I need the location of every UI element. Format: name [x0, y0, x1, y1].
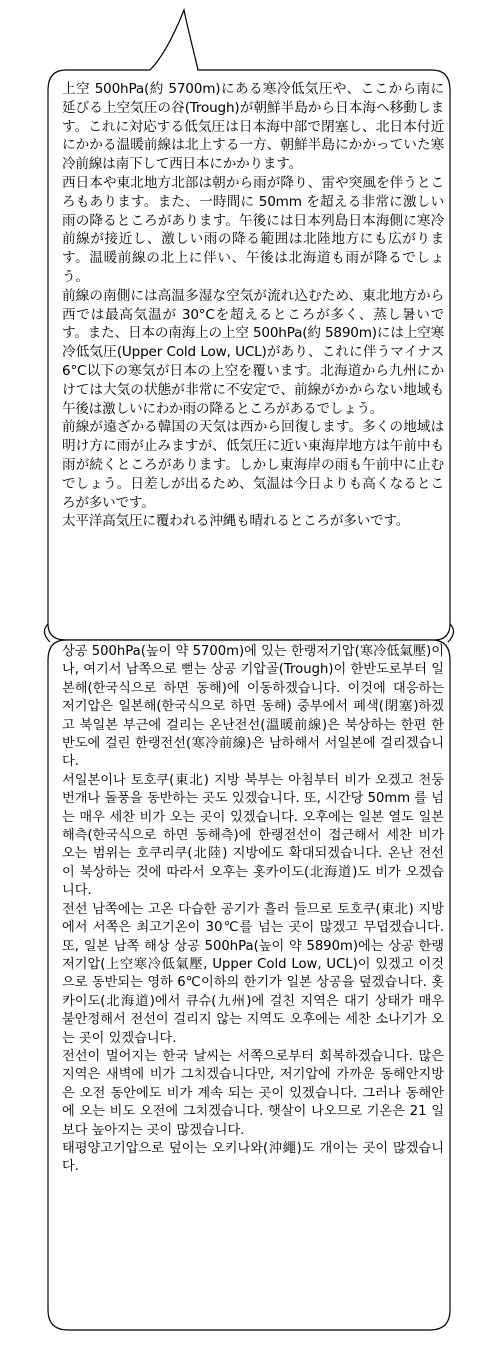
ja-paragraph-4: 前線が遠ざかる韓国の天気は西から回復します。多くの地域は明け方に雨が止みますが、低気圧に近い東海岸地方は午前中も雨が続くところがあります。しかし東海岸の雨も午前中に止むでしょう。日差しが出るため、気温は今日よりも高くなるところが多いです。	[62, 419, 444, 511]
japanese-text-block	[62, 80, 444, 531]
ja-paragraph-2: 西日本や東北地方北部は朝から雨が降り、雷や突風を伴うところもあります。また、一時間に 50mm を超える非常に激しい雨の降るところがあります。午後には日本列島日本海側に寒冷前線が接近し、激しい雨の降る範囲は北陸地方にも広がります。温暖前線の北上に伴い、午後は北海道も雨が降るでしょう。	[62, 174, 444, 285]
ja-paragraph-1: 上空 500hPa(約 5700m)にある寒冷低気圧や、ここから南に延びる上空気圧の谷(Trough)が朝鮮半島から日本海へ移動します。これに対応する低気圧は日本海中部で閉塞し、北日本付近にかかる温暖前線は北上する一方、朝鮮半島にかかっていた寒冷前線は南下して西日本にかかります。	[62, 81, 444, 173]
korean-text-block	[62, 643, 444, 1177]
ko-paragraph-1: 상공 500hPa(높이 약 5700m)에 있는 한랭저기압(寒冷低氣壓)이나, 여기서 남쪽으로 뻗는 상공 기압골(Trough)이 한반도로부터 일본해(한국식으로 하면 동해)에 이동하겠습니다. 이것에 대응하는 저기압은 일본해(한국식으로 하면 동해) 중부에서 폐색(閉塞)하겠고 북일본 부근에 걸리는 온난전선(溫暖前線)은 북상하는 한편 한반도에 걸린 한랭전선(寒冷前線)은 남하해서 서일본에 걸리겠습니다.	[62, 644, 444, 770]
ja-paragraph-3: 前線の南側には高温多湿な空気が流れ込むため、東北地方から西では最高気温が 30°Cを超えるところが多く、蒸し暑いです。また、日本の南海上の上空 500hPa(約 5890m)には上空寒冷低気圧(Upper Cold Low, UCL)があり、これに伴うマイナス 6°C以下の寒気が日本の上空を覆います。北海道から九州にかけては大気の状態が非常に不安定で、前線がかからない地域も午後は激しいにわか雨の降るところがあるでしょう。	[62, 287, 444, 417]
ko-paragraph-4: 전선이 멀어지는 한국 날씨는 서쪽으로부터 회복하겠습니다. 많은 지역은 새벽에 비가 그치겠습니다만, 저기압에 가까운 동해안지방은 오전 동안에도 비가 계속 되는 곳이 있겠습니다. 그러나 동해안에 오는 비도 오전에 그치겠습니다. 햇살이 나오므로 기온은 21 일보다 높아지는 곳이 많겠습니다.	[62, 1048, 444, 1138]
ko-paragraph-2: 서일본이나 토호쿠(東北) 지방 북부는 아침부터 비가 오겠고 천둥번개나 돌풍을 동반하는 곳도 있겠습니다. 또, 시간당 50mm 를 넘는 매우 세찬 비가 오는 곳이 있겠습니다. 오후에는 일본 열도 일본해측(한국식으로 하면 동해측)에 한랭전선이 접근해서 세찬 비가 오는 범위는 호쿠리쿠(北陸) 지방에도 확대되겠습니다. 온난 전선이 북상하는 것에 따라서 오후는 홋카이도(北海道)도 비가 오겠습니다.	[62, 772, 444, 899]
ko-paragraph-3: 전선 남쪽에는 고온 다습한 공기가 흘러 들므로 토호쿠(東北) 지방에서 서쪽은 최고기온이 30℃를 넘는 곳이 많겠고 무덥겠습니다. 또, 일본 남쪽 해상 상공 500hPa(높이 약 5890m)에는 상공 한랭저기압(上空寒冷低氣壓, Upper Cold Low, UCL)이 있겠고 이것으로 동반되는 영하 6℃이하의 한기가 일본 상공을 덮겠습니다. 홋카이도(北海道)에서 큐슈(九州)에 걸친 지역은 대기 상태가 매우 불안정해서 전선이 걸리지 않는 지역도 오후에는 세찬 소나기가 오는 곳이 있겠습니다.	[62, 901, 444, 1046]
ja-paragraph-5: 太平洋高気圧に覆われる沖縄も晴れるところが多いです。	[62, 513, 410, 530]
ko-paragraph-5: 태평양고기압으로 덮이는 오키나와(沖繩)도 개이는 곳이 많겠습니다.	[62, 1140, 444, 1175]
